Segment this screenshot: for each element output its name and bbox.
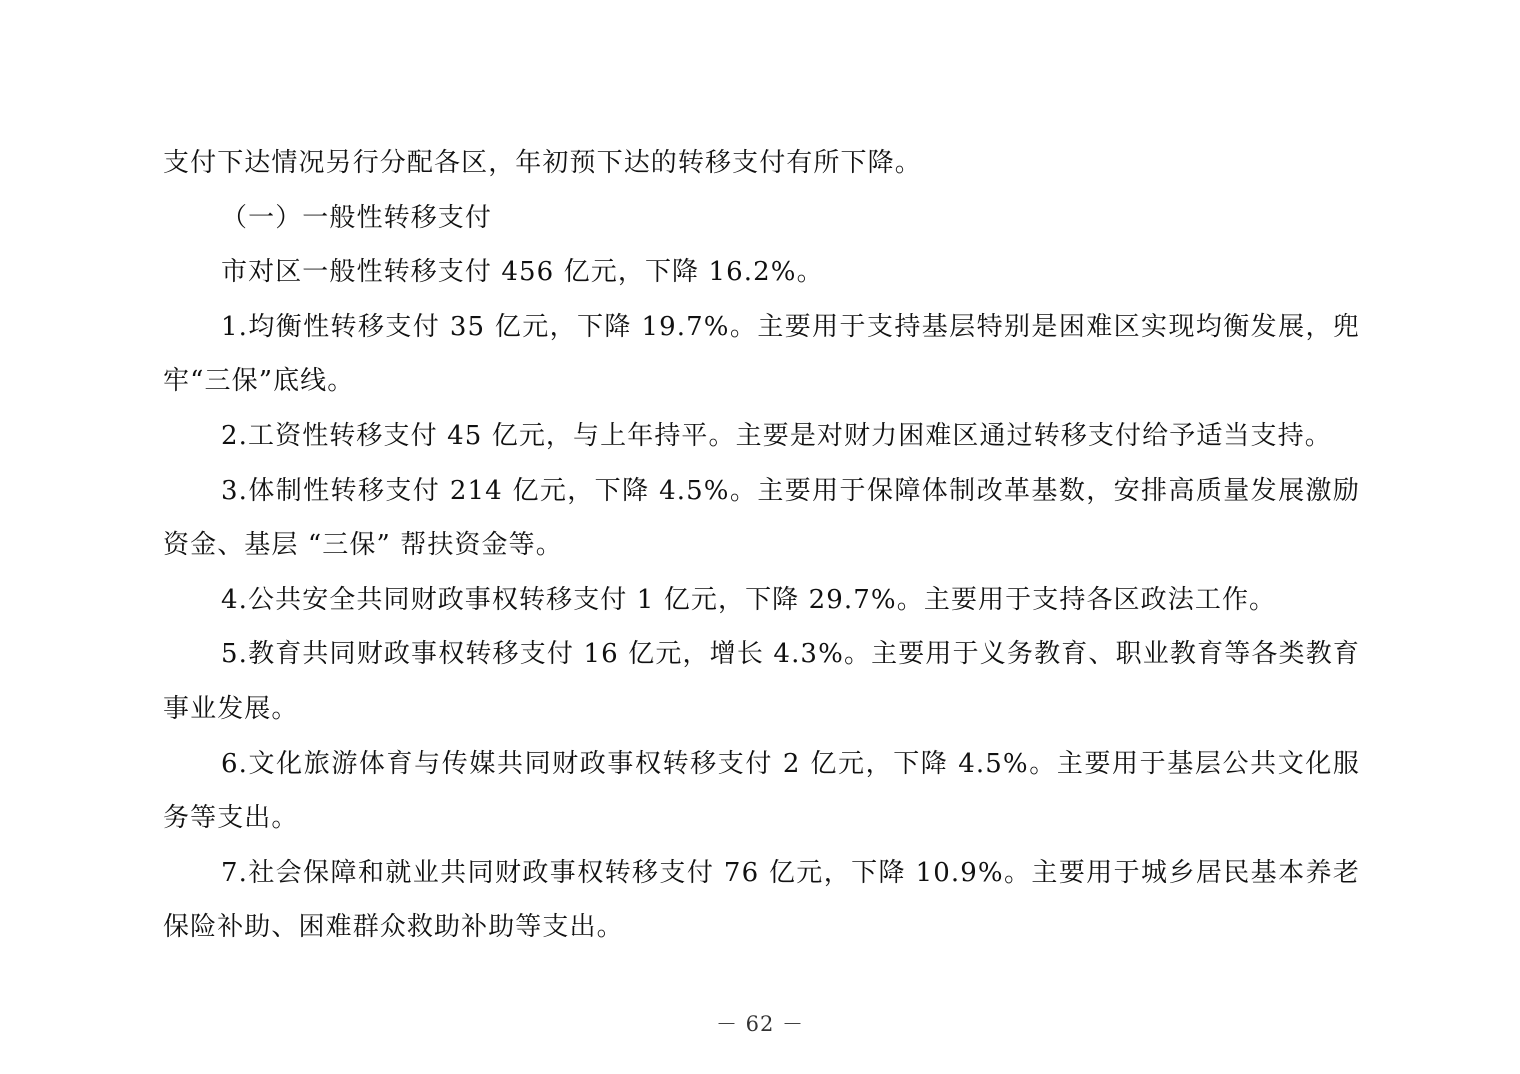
paragraph-item-4: 4.公共安全共同财政事权转移支付 1 亿元，下降 29.7%。主要用于支持各区政法工作。 [221, 584, 1277, 615]
page-number: － 62 － [715, 1012, 805, 1036]
paragraph-item-5: 5.教育共同财政事权转移支付 16 亿元，增长 4.3%。主要用于义务教育、职业教育等各类教育事业发展。 [163, 639, 1360, 724]
paragraph-item-6: 6.文化旅游体育与传媒共同财政事权转移支付 2 亿元，下降 4.5%。主要用于基层公共文化服务等支出。 [163, 748, 1360, 834]
paragraph-continuation: 支付下达情况另行分配各区，年初预下达的转移支付有所下降。 [163, 148, 922, 178]
document-body [163, 136, 1360, 955]
paragraph-item-3: 3.体制性转移支付 214 亿元，下降 4.5%。主要用于保障体制改革基数，安排高质量发展激励资金、基层 “三保” 帮扶资金等。 [163, 475, 1360, 561]
section-heading: （一）一般性转移支付 [221, 202, 493, 233]
paragraph-item-7: 7.社会保障和就业共同财政事权转移支付 76 亿元，下降 10.9%。主要用于城乡居民基本养老保险补助、困难群众救助补助等支出。 [163, 857, 1360, 943]
paragraph-summary: 市对区一般性转移支付 456 亿元，下降 16.2%。 [221, 257, 824, 288]
paragraph-item-2: 2.工资性转移支付 45 亿元，与上年持平。主要是对财力困难区通过转移支付给予适当支持。 [221, 420, 1332, 451]
paragraph-item-1: 1.均衡性转移支付 35 亿元，下降 19.7%。主要用于支持基层特别是困难区实现均衡发展，兜牢“三保”底线。 [163, 311, 1360, 397]
